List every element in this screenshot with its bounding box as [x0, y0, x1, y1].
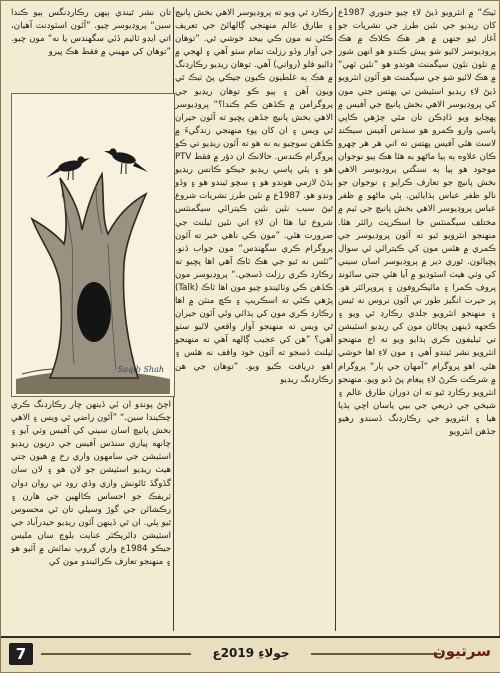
- column-right-text: ٽيڪ“ ۾ انٽرويو ڏيڻ لاءِ چيو جنوري 1987ع کان ريڊيو جي نئين طرز جي نشريات جو آغاز ٿيو جنهن ۾ هر هڪ ڪلاڪ ۾ هڪ پروڊيوسر لائيو شو پيش ڪندو هو انهن شوز ۾ نئون نئون سيگمنٽ هوندو هو ”نئين ٽهي“ ۾ هڪ لائيو شو جي سيگمنٽ هو آئون انٽرويو ڏيڻ لاءِ ريڊيو اسٽيشن تي پهتس جتي مون کي پروڊيوسر الاهي بخش پانيچ جي آفيس ۾ پهچايو ويو ڏاڍڪن تان مٿي چڙهي ڪاپي پاسي وارو ڪمرو هو سنڌس آفيس سيڪنڊ لاسٽ هئي آفيس پهتس ته اتي هر هر چهرو ڪان علاوه ٻه ٻيا ماڻهو به هئا هڪ ٻيو نوجوان موجود هو ٻيا ٻه سنگتي پروڊيوسر الاهي بخش پانيچ جو تعارف ڪرايو ۽ نوجوان جو نالو ظفر عباس ٻڌايائين. ٻئي ماڻهو ۾ ظفر عباس پروڊيوسر الاهي بخش پانيچ جي ٽيم ۾ مختلف سيگمنٽس جا اسڪرپٽ رائٽر هئا. منهنجو انٽرويو ٿيو ته آئون پروڊيوسر جي ڪمري ۾ هئس مون کي ڪيترائي ئي سوال پڇيائون. ٿوري دير ۾ پروڊيوسر اسان سيني کي وٺي هيٺ اسٽوڊيو ۾ آيا هئي جتي سائونڊ پروف ڪمرا ۽ مائيڪروفون ۽ پروپرائٽر هو. پر حيرت انگيز طور تي آئون نروس نه ٿيس ۽ منهنجو انٽرويو جلدي رڪارڊ ٿي ويو ۽ ڪجهه ڏينهن پڄاڻان مون کي ريڊيو اسٽيشن تي ٽيليفون ڪري ٻڌايو ويو ته اڄ منهنجو انٽرويو نشر ٿيندو آهي ۽ مون لاءِ اها خوشي هئي. اهو پروگرام ”آمهان جي ٻار“ پروگرام ۾ شرڪت ڪرڻ لاءِ پيغام پڻ ڏنو ويو. منهنجو انٽرويو رڪارڊ ٿيو ته ان دوران طارق عالم ۽ شيخي جي ذريعي جي بيي ياسان اچي ٻڌيا هيا ۽ انٽرويو جي رڪارڊنگ ڏسندو رهيو جڏهن انٽرويو: [338, 8, 496, 437]
- article-column-left-bottom: [11, 399, 171, 631]
- magazine-name: سرتيون: [432, 642, 491, 660]
- tree-illustration: [11, 93, 175, 397]
- artist-signature: Saqib Shah: [117, 365, 164, 374]
- column-middle-text: رڪارڊ ٿي ويو ته پروڊيوسر الاهي بخش پانيچ ۽ طارق عالم منهنجي ڳالهائڻ جي تعريف ڪئي ته مون ڪي بيحد خوشي ٿي. ”توهان جي آواز وڏو رزلٽ تمام سٺو آهي ۽ لهجي ۾ ڊائيو فلو (رواني) آهي. توهان ريڊيو رڪارڊنگ ۾ هڪ ٻه غلطيون ڪيون جيڪي پڻ ٺيڪ ٿي ويون آهن ۽ ٻيو ڪو توهان ريڊيو جي پروگرامن ۾ ڪڏهن ڪم ڪندا؟“ پروڊيوسر الاهي بخش پانيچ جڏهن پڇيو ته آئون حيران ٿي ويس ۽ ان کان پوءِ منهنجي زندگيءَ ۾ ڪڏهن سوچيو به نه هو ته آئون ريڊيو تي ڪو پروگرام ڪندس. حالانڪ ان دؤر ۾ فقط PTV هو ۽ ٻئي پاسي ريڊيو جيڪو ڪانس ريڊيو ٻڌڻ لازمي هوندو هو ۽ سچو ٿيندو هو ۽ وڏو ونڊو هو. 1987ع ۾ نئين طرز نشريات شروع ٿيڻ سبب نئين نئين ڪيترائي سيگمنٽس شروع ٿيا هئا ان لاءِ اتي نئين ٽيلنٽ جي ضرورت هئي. ”مون ڪي ناهي خبر ته آئون پروگرام ڪري سگهندس“ مون جواب ڏنو. ”ٽئس نه ٿيو جي هڪ ٽاڪ آهي اها پڇيو ته رڪارڊ ڪري رزلٽ ڏسجي.“ پروڊيوسر مون ڪڏهن ڪي وٺائيندو چيو مون اها ٽاڪ (Talk) پڙهي ڪئي ته اسڪريپ ۽ ڪڇ منٽن ۾ اها رڪارڊ ڪري مون کي ٻڌائي وئي آئون حيران ٿي ويس ته منهنجو آواز واقعي لائيو سٺو آهي؟ ”هن کي عجيب ڳالهه آهي ته منهنجو ٽيلنٽ ڏسجو ته آئون خود واقف نه هئس ۽ اهو دريافت ڪيو ويو. ”توهان جي هن رڪارڊنگ ريڊيو: [175, 8, 333, 385]
- footer-ornament: [41, 653, 191, 655]
- tree-hollow: [77, 282, 111, 342]
- article-column-left-top: [11, 7, 171, 87]
- issue-date: جولاءِ 2019ع: [212, 646, 290, 660]
- page-number: 7: [9, 643, 33, 665]
- column-left-bottom-text: اچڻ پوندو ان ئي ڏينهن چار رڪارڊنگ ڪري چڪيندا سين.“ ”آئون راضي ٿي ويس ۽ الاهي بخش پانيچ اسان سيني کي آفيس وٺي آيو ۽ چانهه پياري سنڌس آفيس جي دريون ريڊيو اسٽيشن جي سامهون واري رخ ۾ هيون جتي هيٺ ريڊيو اسٽيشن جو لان هو ۽ لان سان گڏوگڏ ٽائونش واري وڏي روڊ تي روان دوان ٽريفڪ جو احساس ڪالهين جي هارن ۽ رڪشائن جي گوڙ وسيلي تان ٿي محسوس ٿيو پئي. ان ٿي ڏينهن آئون ريڊيو حيدرآباد جي اسٽيشن ڊائريڪٽر عنايت بلوچ سان مليس جيڪو 1984ع واري گروپ نمائش ۾ آئيو هو ۽ منهنجو تعارف ڪرائيندو مون کي: [11, 400, 171, 568]
- article-column-right: [338, 7, 496, 635]
- page-footer: [1, 636, 500, 672]
- column-divider: [335, 7, 336, 631]
- column-left-top-text: تان نشر ٿيندي ٻيهن رڪارڊنگس ٻيو ڪندا سين“ پروڊيوسر چيو. ”آئون اسٽوڊنٽ آهيان، اتي ايڊو ٽائيم ڏئي سگهندس يا نه“ مون چيو. ”توهان کي مهيني ۾ فقط هڪ پيرو: [11, 8, 171, 58]
- footer-ornament: [311, 653, 441, 655]
- tree-drawing: [12, 94, 174, 396]
- article-column-middle: [175, 7, 333, 635]
